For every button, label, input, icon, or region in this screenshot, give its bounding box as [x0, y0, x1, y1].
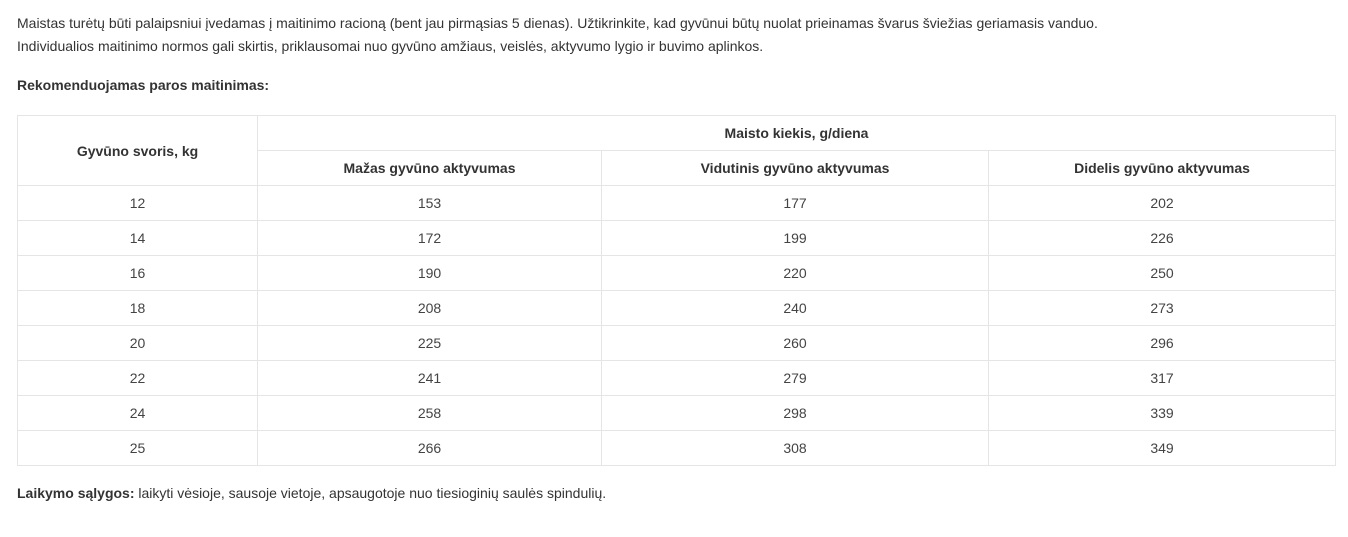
- storage-text: laikyti vėsioje, sausoje vietoje, apsaugotoje nuo tiesioginių saulės spindulių.: [134, 485, 607, 501]
- weight-cell: 24: [18, 396, 258, 431]
- high-activity-cell: 349: [989, 431, 1336, 466]
- weight-cell: 12: [18, 186, 258, 221]
- weight-cell: 16: [18, 256, 258, 291]
- table-row: [18, 221, 1336, 256]
- medium-activity-cell: 177: [602, 186, 989, 221]
- storage-conditions: [17, 482, 1335, 505]
- intro-line-1: Maistas turėtų būti palaipsniui įvedamas į maitinimo racioną (bent jau pirmąsias 5 dienas). Užtikrinkite, kad gyvūnui būtų nuolat prieinamas švarus šviežias geriamasis vanduo.: [17, 15, 1098, 31]
- table-row: [18, 326, 1336, 361]
- medium-activity-cell: 298: [602, 396, 989, 431]
- feeding-table-body: [18, 186, 1336, 466]
- high-activity-cell: 226: [989, 221, 1336, 256]
- amount-header: Maisto kiekis, g/diena: [258, 116, 1336, 151]
- medium-activity-cell: 240: [602, 291, 989, 326]
- feeding-table-head: [18, 116, 1336, 186]
- high-activity-cell: 339: [989, 396, 1336, 431]
- medium-activity-cell: 279: [602, 361, 989, 396]
- intro-line-2: Individualios maitinimo normos gali skirtis, priklausomai nuo gyvūno amžiaus, veislės, aktyvumo lygio ir buvimo aplinkos.: [17, 38, 764, 54]
- high-activity-cell: 250: [989, 256, 1336, 291]
- feeding-table: [17, 115, 1336, 466]
- weight-cell: 18: [18, 291, 258, 326]
- high-activity-cell: 296: [989, 326, 1336, 361]
- table-row: [18, 396, 1336, 431]
- table-row: [18, 431, 1336, 466]
- high-activity-cell: 317: [989, 361, 1336, 396]
- weight-cell: 22: [18, 361, 258, 396]
- medium-activity-cell: 260: [602, 326, 989, 361]
- table-row: [18, 256, 1336, 291]
- table-row: [18, 291, 1336, 326]
- low-activity-header: Mažas gyvūno aktyvumas: [258, 151, 602, 186]
- low-activity-cell: 208: [258, 291, 602, 326]
- medium-activity-cell: 308: [602, 431, 989, 466]
- low-activity-cell: 258: [258, 396, 602, 431]
- low-activity-cell: 190: [258, 256, 602, 291]
- low-activity-cell: 266: [258, 431, 602, 466]
- high-activity-header: Didelis gyvūno aktyvumas: [989, 151, 1336, 186]
- table-header-row: [18, 116, 1336, 151]
- high-activity-cell: 202: [989, 186, 1336, 221]
- low-activity-cell: 172: [258, 221, 602, 256]
- medium-activity-cell: 199: [602, 221, 989, 256]
- low-activity-cell: 225: [258, 326, 602, 361]
- table-row: [18, 361, 1336, 396]
- weight-cell: 20: [18, 326, 258, 361]
- weight-cell: 25: [18, 431, 258, 466]
- low-activity-cell: 153: [258, 186, 602, 221]
- storage-label: Laikymo sąlygos:: [17, 485, 135, 501]
- section-title: Rekomenduojamas paros maitinimas:: [17, 77, 270, 93]
- weight-header: Gyvūno svoris, kg: [18, 116, 258, 186]
- medium-activity-cell: 220: [602, 256, 989, 291]
- feeding-intro: [17, 12, 1335, 58]
- high-activity-cell: 273: [989, 291, 1336, 326]
- medium-activity-header: Vidutinis gyvūno aktyvumas: [602, 151, 989, 186]
- weight-cell: 14: [18, 221, 258, 256]
- table-row: [18, 186, 1336, 221]
- low-activity-cell: 241: [258, 361, 602, 396]
